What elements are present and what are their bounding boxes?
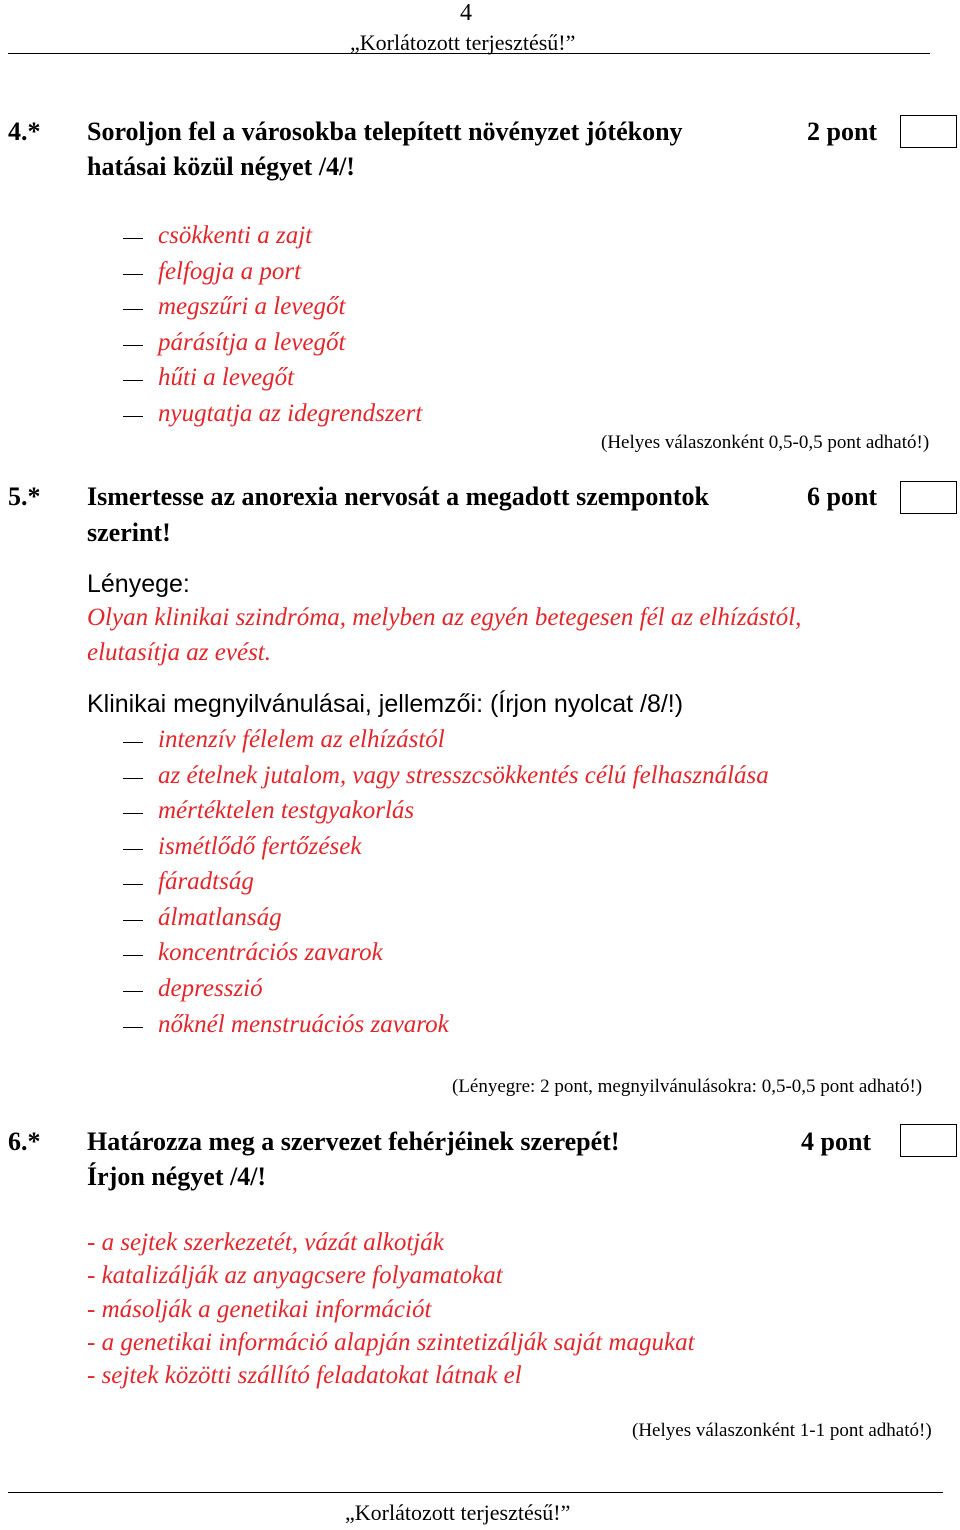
dash-bullet [123, 1027, 143, 1028]
q4-points: 2 pont [807, 117, 878, 146]
q4-text-line1: Soroljon fel a városokba telepített növényzet jótékony [87, 117, 683, 146]
q5-symptom-item: koncentrációs zavarok [158, 939, 383, 966]
q5-symptom-item: depresszió [158, 975, 263, 1002]
q6-answer-item: - sejtek közötti szállító feladatokat látnak el [87, 1362, 522, 1389]
q4-answer-item: hűti a levegőt [158, 364, 295, 391]
dash-bullet [123, 991, 143, 992]
q5-symptom-item: nőknél menstruációs zavarok [158, 1011, 449, 1038]
q5-symptom-item: fáradtság [158, 868, 254, 895]
dash-bullet [123, 778, 143, 779]
q6-points: 4 pont [801, 1127, 872, 1156]
dash-bullet [123, 238, 143, 239]
q6-number: 6.* [8, 1127, 41, 1156]
dash-bullet [123, 742, 143, 743]
q5-essence-line1: Olyan klinikai szindróma, melyben az egyén betegesen fél az elhízástól, [87, 604, 802, 631]
q4-scoring-note: (Helyes válaszonként 0,5-0,5 pont adható!) [601, 432, 930, 453]
dash-bullet [123, 955, 143, 956]
q5-symptom-item: ismétlődő fertőzések [158, 833, 362, 860]
dash-bullet [123, 884, 143, 885]
q4-answer-item: csökkenti a zajt [158, 222, 313, 249]
q6-answer-item: - a sejtek szerkezetét, vázát alkotják [87, 1229, 444, 1256]
page-number: 4 [460, 0, 472, 26]
dash-bullet [123, 345, 143, 346]
footer-restriction: „Korlátozott terjesztésű!” [345, 1500, 571, 1525]
q6-answer-item: - a genetikai információ alapján szintetizálják saját magukat [87, 1329, 695, 1356]
header-rule [8, 53, 930, 54]
q6-score-box[interactable] [900, 1124, 957, 1157]
q4-number: 4.* [8, 117, 41, 146]
dash-bullet [123, 309, 143, 310]
dash-bullet [123, 813, 143, 814]
q6-scoring-note: (Helyes válaszonként 1-1 pont adható!) [632, 1420, 932, 1441]
q6-answer-item: - katalizálják az anyagcsere folyamatokat [87, 1262, 503, 1289]
q5-text-line1: Ismertesse az anorexia nervosát a megadott szempontok [87, 482, 709, 511]
q6-text-line1: Határozza meg a szervezet fehérjéinek szerepét! [87, 1127, 620, 1156]
q5-symptom-item: intenzív félelem az elhízástól [158, 726, 445, 753]
footer-rule [8, 1492, 943, 1493]
q5-symptom-item: mértéktelen testgyakorlás [158, 797, 415, 824]
q6-answer-item: - másolják a genetikai információt [87, 1296, 432, 1323]
q5-scoring-note: (Lényegre: 2 pont, megnyilvánulásokra: 0,5-0,5 pont adható!) [452, 1076, 923, 1097]
q4-score-box[interactable] [900, 115, 957, 148]
dash-bullet [123, 416, 143, 417]
q5-symptom-item: álmatlanság [158, 904, 282, 931]
header-restriction: „Korlátozott terjesztésű!” [350, 30, 576, 55]
q4-answer-item: nyugtatja az idegrendszert [158, 400, 423, 427]
dash-bullet [123, 849, 143, 850]
q5-number: 5.* [8, 482, 41, 511]
q4-answer-item: megszűri a levegőt [158, 293, 346, 320]
q5-points: 6 pont [807, 482, 878, 511]
q5-essence-label: Lényege: [87, 570, 190, 598]
q5-text-line2: szerint! [87, 518, 171, 547]
q5-essence-line2: elutasítja az evést. [87, 639, 271, 666]
dash-bullet [123, 274, 143, 275]
q5-score-box[interactable] [900, 481, 957, 514]
q4-text-line2: hatásai közül négyet /4/! [87, 152, 355, 181]
q5-symptom-item: az ételnek jutalom, vagy stresszcsökkentés célú felhasználása [158, 762, 769, 789]
dash-bullet [123, 380, 143, 381]
q6-text-line2: Írjon négyet /4/! [87, 1162, 267, 1191]
q4-answer-item: párásítja a levegőt [158, 329, 346, 356]
q5-symptoms-label: Klinikai megnyilvánulásai, jellemzői: (Írjon nyolcat /8/!) [87, 690, 684, 718]
dash-bullet [123, 920, 143, 921]
q4-answer-item: felfogja a port [158, 258, 302, 285]
